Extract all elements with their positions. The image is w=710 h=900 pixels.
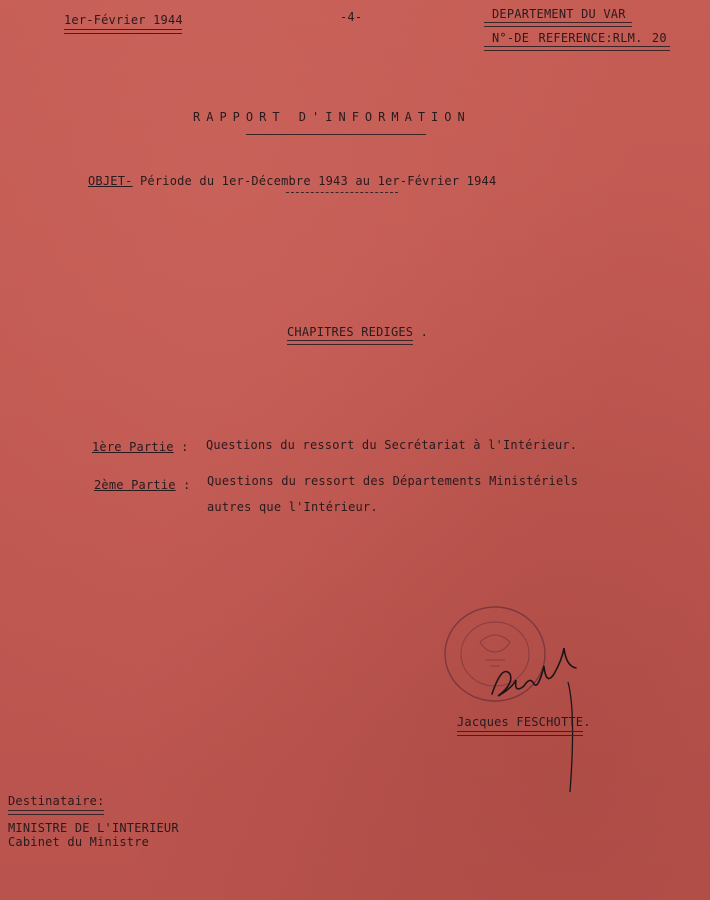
part-2 <box>94 478 191 492</box>
part-1-text: Questions du ressort du Secrétariat à l'Intérieur. <box>206 438 578 452</box>
header-reference: N°-DE REFERENCE:RLM. 20 <box>492 31 667 45</box>
recipient-line-2: Cabinet du Ministre <box>8 835 150 849</box>
part-1-label: 1ère Partie <box>92 440 174 454</box>
recipient-label-underline <box>8 810 104 815</box>
part-2-text-continued: autres que l'Intérieur. <box>207 500 378 514</box>
header-date: 1er-Février 1944 <box>64 13 183 27</box>
header-date-underline <box>64 29 182 34</box>
title-underline <box>246 134 426 135</box>
header-reference-underline <box>484 46 670 51</box>
page-number: -4- <box>340 10 363 24</box>
chapters-heading: CHAPITRES REDIGES . <box>287 325 429 339</box>
document-title: RAPPORT D'INFORMATION <box>193 110 471 124</box>
objet-label: OBJET- <box>88 174 133 188</box>
part-1 <box>92 440 189 454</box>
objet-underline <box>286 192 398 193</box>
part-2-label: 2ème Partie <box>94 478 176 492</box>
part-1-separator: : <box>181 440 189 454</box>
header-department: DEPARTEMENT DU VAR <box>492 7 626 21</box>
objet-text: Période du 1er-Décembre 1943 au 1er-Février 1944 <box>140 174 497 188</box>
signatory-underline <box>457 731 583 736</box>
part-2-text: Questions du ressort des Départements Ministériels <box>207 474 579 488</box>
recipient-label: Destinataire: <box>8 794 105 808</box>
header-department-underline <box>484 22 632 27</box>
signatory-name: Jacques FESCHOTTE. <box>457 715 591 729</box>
recipient-line-1: MINISTRE DE L'INTERIEUR <box>8 821 179 835</box>
part-2-separator: : <box>183 478 191 492</box>
chapters-heading-underline <box>287 340 413 345</box>
